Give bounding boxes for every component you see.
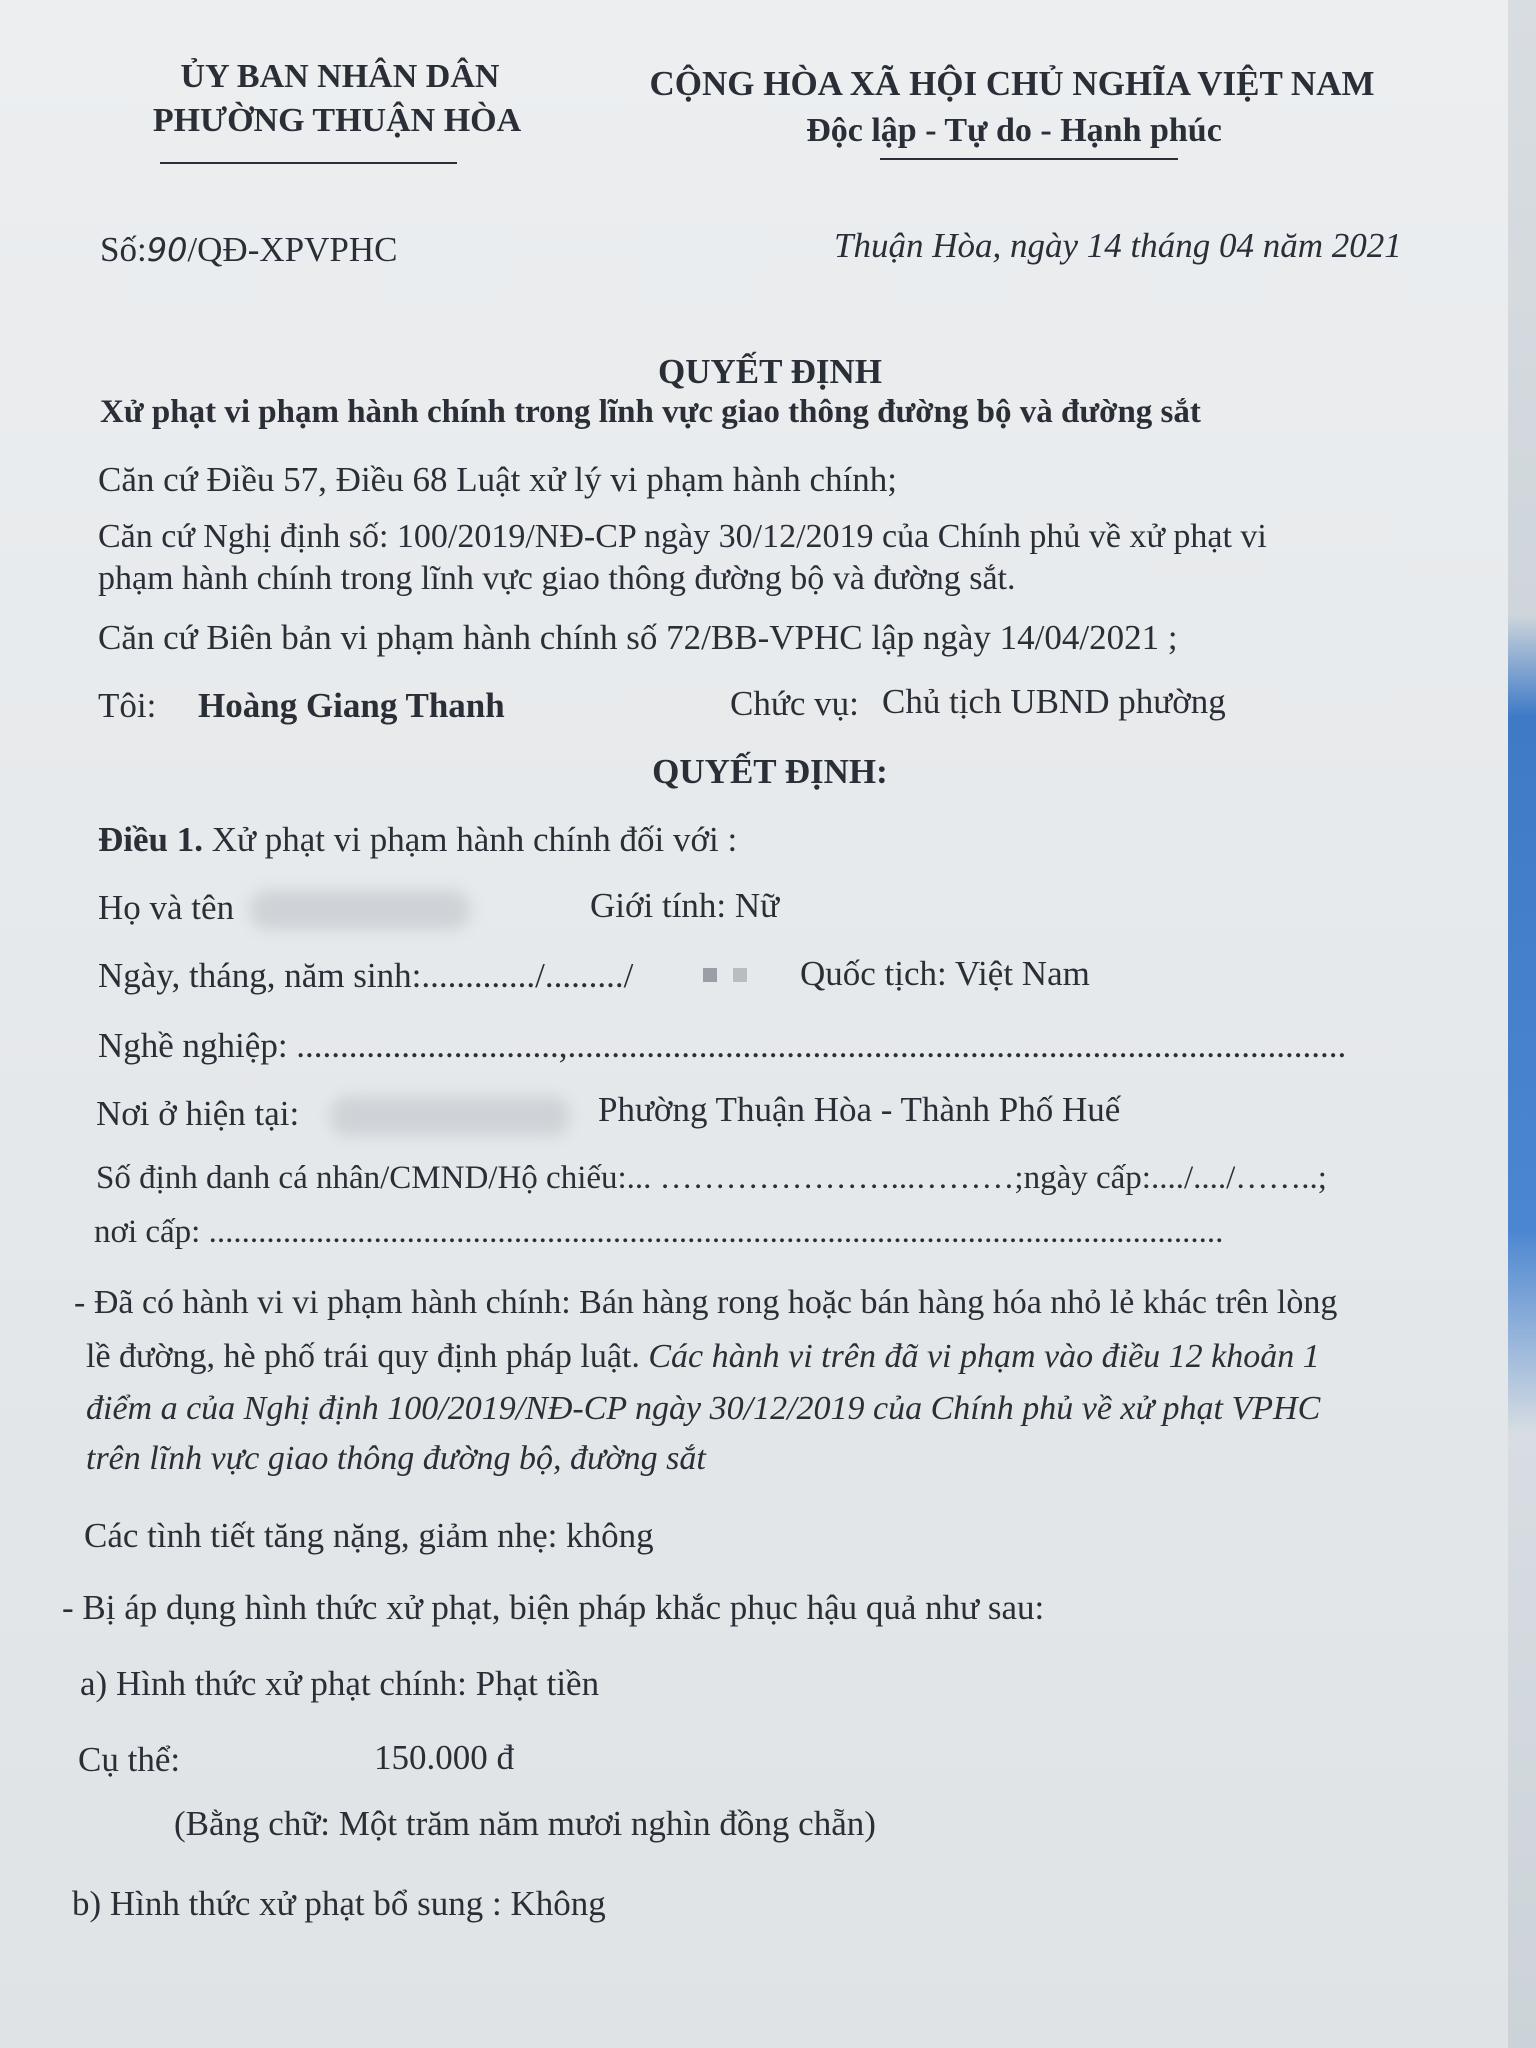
redacted-birth-year-2 [733, 968, 747, 982]
residence-label: Nơi ở hiện tại: [96, 1094, 300, 1133]
violation-line-2: lề đường, hè phố trái quy định pháp luật. Các hành vi trên đã vi phạm vào điều 12 khoản 1 [86, 1338, 1320, 1375]
violation-line-4: trên lĩnh vực giao thông đường bộ, đường sắt [86, 1440, 706, 1477]
handwritten-number: 90 [146, 231, 188, 269]
agency-name-line1: ỦY BAN NHÂN DÂN [180, 58, 500, 95]
violation-line-3: điểm a của Nghị định 100/2019/NĐ-CP ngày 30/12/2019 của Chính phủ về xử phạt VPHC [86, 1390, 1321, 1427]
decision-heading: QUYẾT ĐỊNH: [652, 752, 888, 791]
agency-name-line2: PHƯỜNG THUẬN HÒA [152, 102, 522, 139]
residence-value: Phường Thuận Hòa - Thành Phố Huế [598, 1090, 1121, 1129]
legal-basis-1: Căn cứ Điều 57, Điều 68 Luật xử lý vi phạm hành chính; [98, 460, 898, 499]
gender: Giới tính: Nữ [590, 886, 780, 925]
position-value: Chủ tịch UBND phường [882, 682, 1226, 721]
name-label: Họ và tên [98, 888, 235, 927]
document-subtitle: Xử phạt vi phạm hành chính trong lĩnh vực giao thông đường bộ và đường sắt [100, 394, 1201, 430]
main-penalty: a) Hình thức xử phạt chính: Phạt tiền [80, 1664, 600, 1703]
circumstances: Các tình tiết tăng nặng, giảm nhẹ: không [84, 1516, 654, 1555]
date-of-birth: Ngày, tháng, năm sinh:............./........./ [98, 956, 634, 995]
redacted-address [330, 1096, 570, 1136]
amount-in-words: (Bằng chữ: Một trăm năm mươi nghìn đồng chẵn) [174, 1804, 876, 1843]
legal-basis-2b: phạm hành chính trong lĩnh vực giao thông đường bộ và đường sắt. [98, 560, 1016, 597]
id-number-line: Số định danh cá nhân/CMND/Hộ chiếu:... …………………...………;ngày cấp:..../..../……..; [96, 1160, 1327, 1196]
additional-penalty: b) Hình thức xử phạt bổ sung : Không [72, 1884, 606, 1923]
background-edge [1508, 0, 1536, 2048]
measures-intro: - Bị áp dụng hình thức xử phạt, biện pháp khắc phục hậu quả như sau: [62, 1588, 1045, 1627]
document-title: QUYẾT ĐỊNH [658, 352, 882, 391]
legal-basis-2a: Căn cứ Nghị định số: 100/2019/NĐ-CP ngày 30/12/2019 của Chính phủ về xử phạt vi [98, 518, 1267, 555]
amount-label: Cụ thể: [78, 1740, 181, 1779]
national-motto: Độc lập - Tự do - Hạnh phúc [806, 112, 1222, 149]
place-date: Thuận Hòa, ngày 14 tháng 04 năm 2021 [834, 226, 1402, 265]
legal-basis-3: Căn cứ Biên bản vi phạm hành chính số 72/BB-VPHC lập ngày 14/04/2021 ; [98, 618, 1178, 657]
violation-line-1: - Đã có hành vi vi phạm hành chính: Bán hàng rong hoặc bán hàng hóa nhỏ lẻ khác trên lòng [74, 1284, 1338, 1321]
issue-place: nơi cấp: ........................................................................................................................... [94, 1214, 1224, 1250]
position-label: Chức vụ: [730, 684, 859, 723]
redacted-birth-year-1 [703, 968, 717, 982]
official-label: Tôi: [98, 686, 157, 725]
nationality: Quốc tịch: Việt Nam [800, 954, 1090, 993]
agency-underline [160, 162, 457, 164]
occupation: Nghề nghiệp: ..............................,......................................................................................... [98, 1026, 1347, 1065]
amount-value: 150.000 đ [374, 1738, 514, 1777]
document-number: Số:90/QĐ-XPVPHC [100, 230, 398, 269]
official-name: Hoàng Giang Thanh [198, 686, 505, 725]
motto-underline [880, 158, 1178, 160]
national-title: CỘNG HÒA XÃ HỘI CHỦ NGHĨA VIỆT NAM [649, 64, 1375, 103]
redacted-name [250, 890, 470, 930]
article-1: Điều 1. Xử phạt vi phạm hành chính đối với : [98, 820, 738, 859]
